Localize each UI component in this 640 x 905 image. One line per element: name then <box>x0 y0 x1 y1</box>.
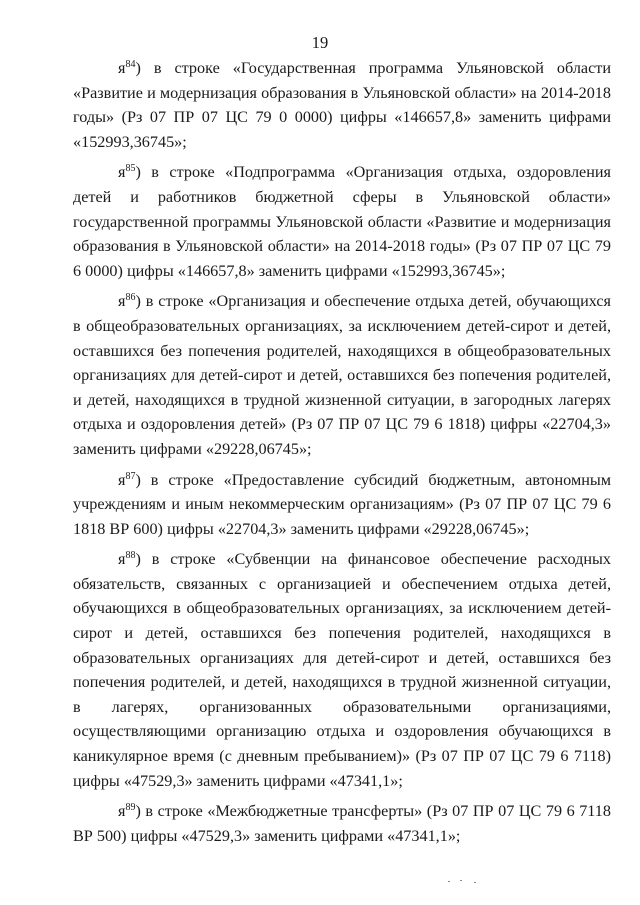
item-text: ) в строке «Подпрограмма «Организация отдыха, оздоровления детей и работников бюджетной сферы в Ульяновской области» государственной программы Ульяновской области «Развитие и модернизация образования в Ульяновской области» на 2014-2018 годы» (Рз 07 ПР 07 ЦС 79 6 0000) цифры «146657,8» заменить цифрами «152993,36745»; <box>73 163 611 280</box>
item-text: ) в строке «Субвенции на финансовое обеспечение расходных обязательств, связанных с организацией и обеспечением отдыха детей, обучающихся в общеобразовательных организациях, за исключением детей-сирот и детей, оставшихся без попечения родителей, находящихся в образовательных организациях для детей-сирот и детей, оставшихся без попечения родителей, и детей, находящихся в трудной жизненной ситуации, в лагерях, организованных образовательными организациями, осуществляющими организацию отдыха и оздоровления обучающихся в каникулярное время (с дневным пребыванием)» (Рз 07 ПР 07 ЦС 79 6 7118) цифры «47529,3» заменить цифрами «47341,1»; <box>73 550 611 790</box>
item-number: 84 <box>125 59 136 70</box>
item-number: 89 <box>125 802 136 814</box>
amendment-item <box>73 468 611 542</box>
page-number: 19 <box>311 33 329 52</box>
item-text: ) в строке «Предоставление субсидий бюджетным, автономным учреждениям и иным некоммерческим организациям» (Рз 07 ПР 07 ЦС 79 6 1818 ВР 600) цифры «22704,3» заменить цифрами «29228,06745»; <box>73 470 611 538</box>
amendment-item <box>73 56 611 154</box>
item-prefix: я <box>118 550 126 569</box>
document-body <box>73 56 611 854</box>
item-number: 88 <box>125 550 136 562</box>
item-prefix: я <box>118 292 126 311</box>
amendment-item <box>73 799 611 848</box>
amendment-item <box>73 160 611 283</box>
item-number: 86 <box>125 292 136 304</box>
amendment-item <box>73 289 611 461</box>
scan-specks <box>448 880 488 884</box>
item-text: ) в строке «Государственная программа Ульяновской области «Развитие и модернизация образования в Ульяновской области» на 2014-2018 годы» (Рз 07 ПР 07 ЦС 79 0 0000) цифры «146657,8» заменить цифрами «152993,36745»; <box>73 59 611 151</box>
item-prefix: я <box>118 470 126 489</box>
item-number: 85 <box>125 163 136 175</box>
item-prefix: я <box>118 59 126 77</box>
item-prefix: я <box>118 802 126 821</box>
item-number: 87 <box>125 470 136 482</box>
item-text: ) в строке «Организация и обеспечение отдыха детей, обучающихся в общеобразовательных организациях, за исключением детей-сирот и детей, оставшихся без попечения родителей, находящихся в общеобразовательных организациях для детей-сирот и детей, оставшихся без попечения родителей, и детей, находящихся в трудной жизненной ситуации, в загородных лагерях отдыха и оздоровления детей» (Рз 07 ПР 07 ЦС 79 6 1818) цифры «22704,3» заменить цифрами «29228,06745»; <box>73 292 611 458</box>
item-prefix: я <box>118 163 126 182</box>
item-text: ) в строке «Межбюджетные трансферты» (Рз 07 ПР 07 ЦС 79 6 7118 ВР 500) цифры «47529,3» заменить цифрами «47341,1»; <box>73 802 611 845</box>
amendment-item <box>73 547 611 793</box>
